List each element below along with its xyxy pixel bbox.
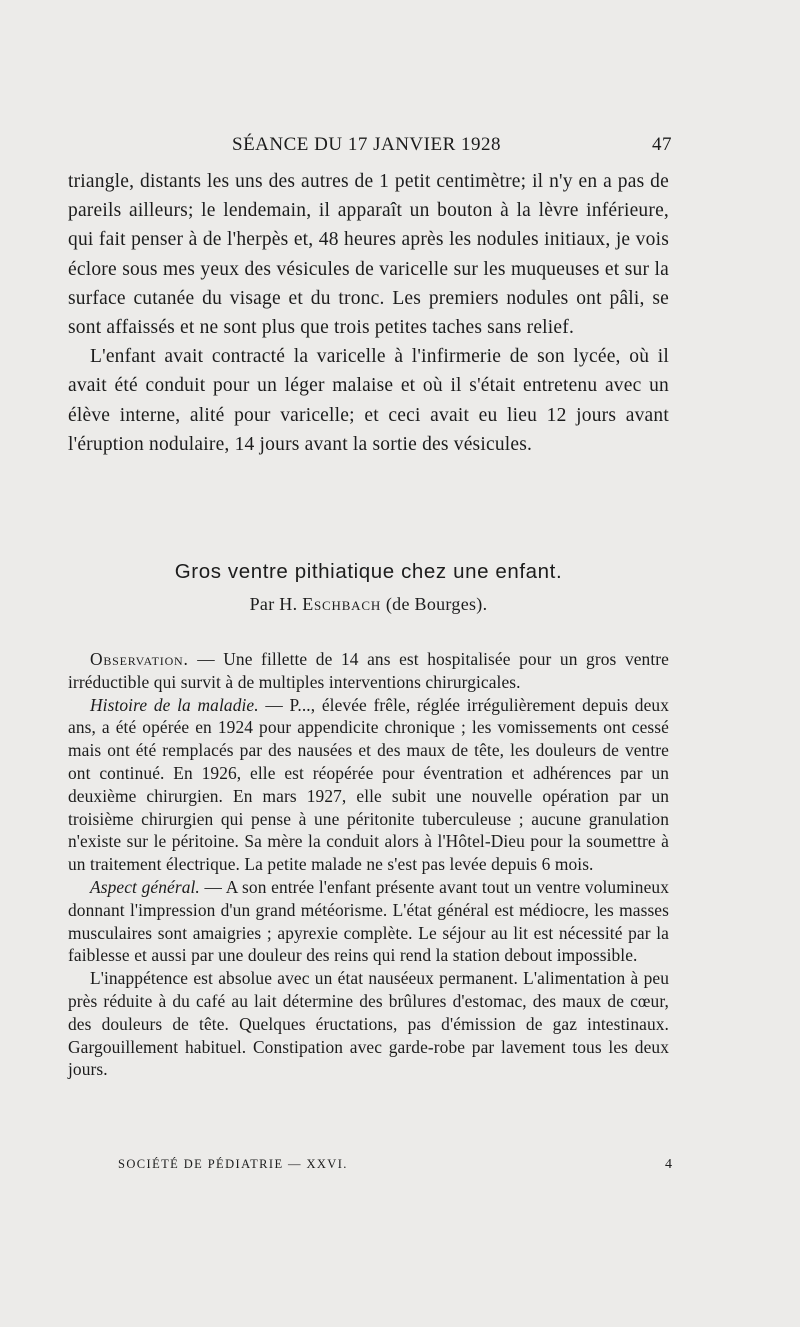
observation-label: Observation.	[90, 649, 189, 669]
signature-mark: 4	[665, 1157, 672, 1172]
article-title: Gros ventre pithiatique chez une enfant.	[174, 560, 563, 583]
running-title: SÉANCE DU 17 JANVIER 1928	[232, 134, 501, 155]
page-number: 47	[652, 134, 672, 155]
aspect-label: Aspect général.	[90, 876, 200, 897]
paragraph: L'enfant avait contracté la varicelle à l'infirmerie de son lycée, où il avait été conduit pour un léger malaise et où il s'était entretenu avec un élève interne, alité pour varicelle; et ceci avait eu lieu 12 jours avant l'éruption nodulaire, 14 jours avant la sortie des vésicules.	[68, 346, 669, 455]
article-author	[68, 594, 669, 615]
author-name: Eschbach	[302, 594, 382, 614]
author-affiliation: (de Bourges).	[385, 594, 488, 614]
observation-paragraph	[68, 648, 669, 694]
observation-text: — Une fillette de 14 ans est hospitalisée pour un gros ventre irréductible qui survit à de multiples interventions chirurgicales.	[68, 649, 669, 692]
running-header	[68, 134, 672, 160]
article-body	[68, 648, 669, 1081]
history-text: — P..., élevée frêle, réglée irrégulièrement depuis deux ans, a été opérée en 1924 pour appendicite chronique ; les vomissements ont cessé mais ont été remplacés par des nausées et des maux de tête, les douleurs de ventre ont continué. En 1926, elle est réopérée pour éventration et adhérences par un deuxième chirurgien. En mars 1927, elle subit une nouvelle opération par un troisième chirurgien qui pense à une péritonite tuberculeuse ; aucune granulation n'existe sur le péritoine. Sa mère la conduit alors à l'Hôtel-Dieu pour la soumettre à un traitement électrique. La petite malade ne s'est pas levée depuis 6 mois.	[68, 694, 669, 875]
aspect-text: — A son entrée l'enfant présente avant tout un ventre volumineux donnant l'impression d'un grand météorisme. L'état général est médiocre, les masses musculaires sont amaigries ; apyrexie complète. Le séjour au lit est nécessité par la faiblesse et aussi par une douleur des reins qui rend la station debout impossible.	[68, 876, 669, 966]
history-label: Histoire de la maladie.	[90, 694, 259, 715]
paragraph: L'inappétence est absolue avec un état nauséeux permanent. L'alimentation à peu près réduite à du café au lait détermine des brûlures d'estomac, des maux de cœur, des douleurs de tête. Quelques éructations, pas d'émission de gaz intestinaux. Gargouillement habituel. Constipation avec garde-robe par lavement tous les deux jours.	[68, 968, 669, 1080]
aspect-paragraph	[68, 876, 669, 967]
continued-text	[68, 167, 669, 459]
author-prefix: Par H.	[249, 594, 298, 614]
history-paragraph	[68, 694, 669, 876]
journal-line: SOCIÉTÉ DE PÉDIATRIE — XXVI.	[118, 1157, 348, 1171]
paragraph: triangle, distants les uns des autres de 1 petit centimètre; il n'y en a pas de pareils ailleurs; le lendemain, il apparaît un bouton à la lèvre inférieure, qui fait penser à de l'herpès et, 48 heures après les nodules initiaux, je vois éclore sous mes yeux des vésicules de varicelle sur les muqueuses et sur la surface cutanée du visage et du tronc. Les premiers nodules ont pâli, se sont affaissés et ne sont plus que trois petites taches sans relief.	[68, 171, 669, 339]
page-footer	[118, 1157, 672, 1172]
